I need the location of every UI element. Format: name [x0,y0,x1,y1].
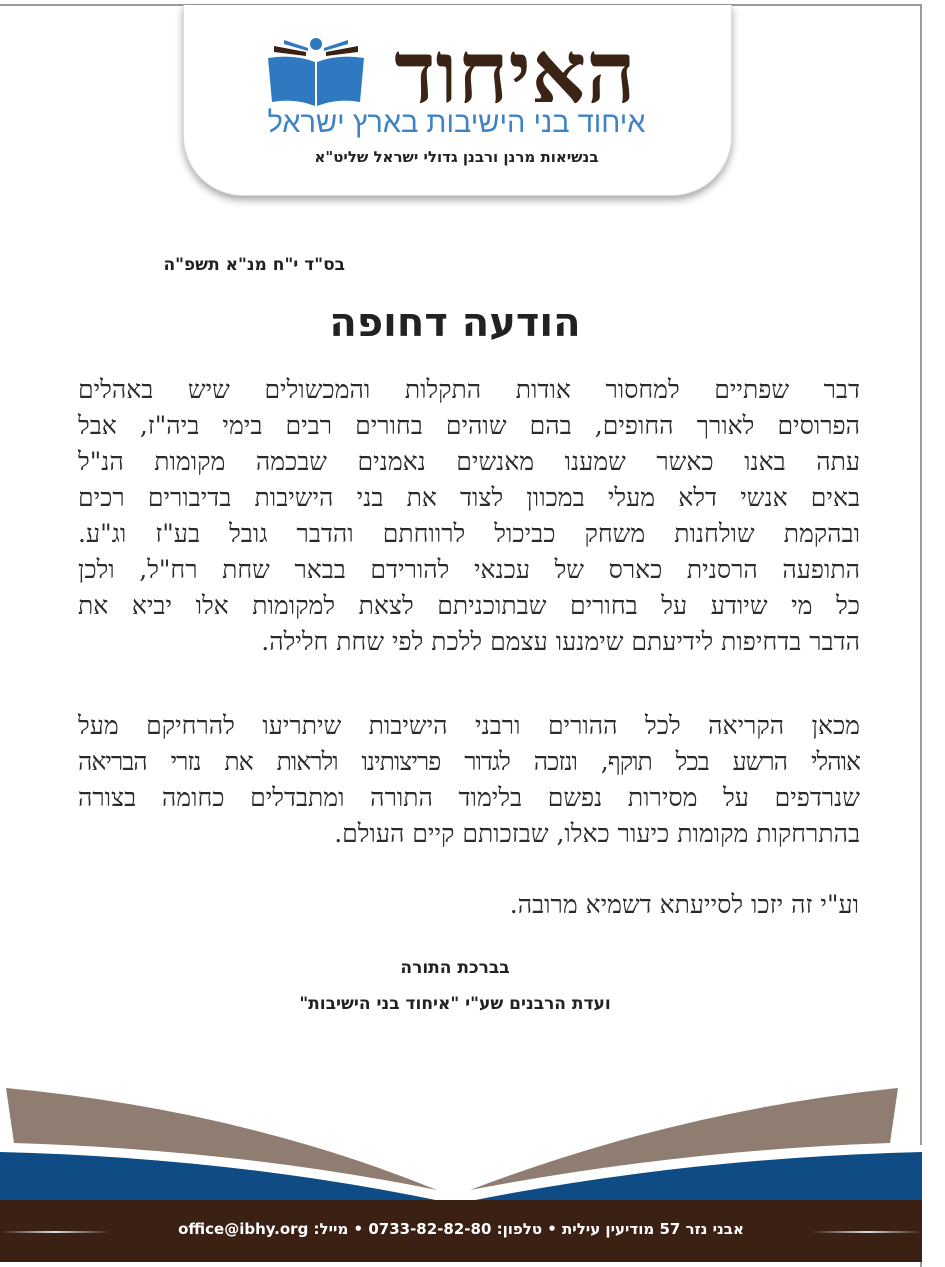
text-line: אוהלי הרשע בכל תוקף, ונזכה לגדור פריצותינו ולראות את נזרי הבריאה [78,747,860,776]
open-book-graphic [0,1070,922,1202]
text-line: כל מי שיודע על בחורים שבתוכניתם לצאת למקומות אלו יביא את [78,591,860,620]
text-line: ובהקמת שולחנות משחק כביכול לרווחתם והדבר גובל בע"ז וג"ע. [78,519,860,548]
paragraph-2 [78,708,860,852]
notice-title: הודעה דחופה [329,300,581,346]
organization-tagline: בנשיאות מרנן ורבנן גדולי ישראל שליט"א [314,148,599,166]
date-line: בס"ד י"ח מנ"א תשפ"ה [163,255,345,275]
text-line: בהתרחקות מקומות כיעור כאלו, שבזכותם קיים העולם. [334,819,860,848]
footer-contact: אבני נזר 57 מודיעין עילית • טלפון: 0733-82-82-80 • מייל: office@ibhy.org [178,1220,744,1238]
closing-line: וע"י זה יזכו לסייעתא דשמיא מרובה. [509,890,859,919]
text-line: הפרוסים לאורך החופים, בהם שוהים בחורים רבים בימי ביה"ז, אבל [78,411,860,440]
logo-wordmark: האיחוד [394,25,636,121]
signature-blessing: בברכת התורה [400,958,510,978]
text-line: שנרדפים על מסירות נפשם בלימוד התורה ומתבדלים כחומה בצורה [78,783,860,812]
text-line: מכאן הקריאה לכל ההורים ורבני הישיבות שיתריעו להרחיקם מעל [78,711,860,740]
footer-bar [0,1200,922,1262]
book-logo-icon [266,36,366,108]
text-line: התופעה הרסנית כארס של עכנאי להורידם בבאר שחת רח"ל, ולכן [78,555,860,584]
text-line: הדבר בדחיפות לידיעתם שימנעו עצמם ללכת לפי שחת חלילה. [261,627,860,656]
organization-name: איחוד בני הישיבות בארץ ישראל [267,107,646,139]
text-line: באים אנשי דלא מעלי במכוון לצוד את בני הישיבות בדיבורים רכים [78,483,860,512]
signature-signer: ועדת הרבנים שע"י "איחוד בני הישיבות" [299,994,611,1014]
text-line: עתה באנו כאשר שמענו מאנשים נאמנים שבכמה מקומות הנ"ל [78,447,860,476]
paragraph-1 [78,372,860,660]
text-line: דבר שפתיים למחסור אודות התקלות והמכשולים שיש באהלים [78,375,860,404]
